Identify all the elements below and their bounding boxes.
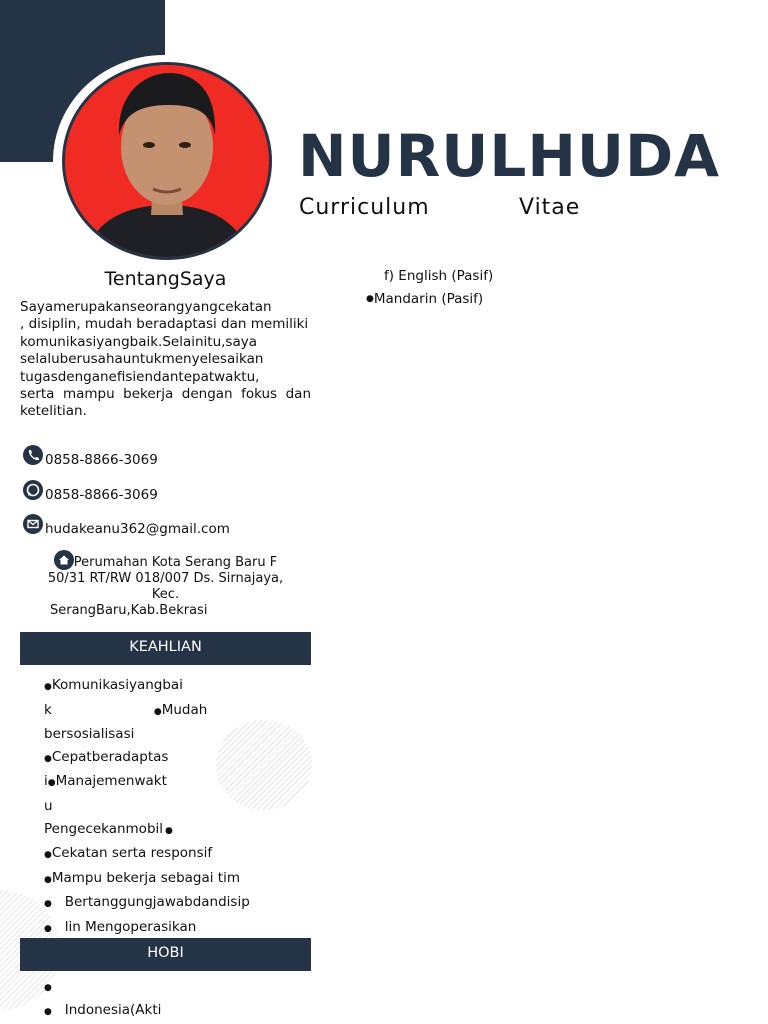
skill-line: Komunikasiyangbai xyxy=(51,677,183,693)
address-line-1: Perumahan Kota Serang Baru F xyxy=(73,555,278,570)
subtitle-curriculum: Curriculum xyxy=(299,195,430,220)
address-block xyxy=(20,550,311,619)
skill-line: Manajemenwakt xyxy=(55,773,167,790)
about-text: Sayamerupakanseorangyangcekatan , disiplin, mudah beradaptasi dan memiliki komunikasiyangbaik.Selainitu,saya selaluberusahauntukmenyelesaikan tugasdenganefisiendantepatwaktu, serta mampu bekerja dengan fokus dan ketelitian. xyxy=(20,299,311,420)
person-silhouette-icon xyxy=(65,65,269,257)
hobby-item: Indonesia(Akti xyxy=(64,1002,162,1018)
contact-email xyxy=(20,521,230,537)
skill-line: Pengecekanmobil xyxy=(44,820,164,837)
skills-header-bar: KEAHLIAN xyxy=(20,632,311,665)
skill-line: Mampu bekerja sebagai tim xyxy=(51,869,240,886)
candidate-name: NURULHUDA xyxy=(298,122,721,190)
skills-list: ●Komunikasiyangbai k ●Mudah bersosialisasi ●Cepatberadaptas i●Manajemenwakt u Pengecekanmobil ● ●Cekatan serta responsif ●Mampu bekerja sebagai tim ● Bertanggungjawabdandisip ● lin Mengoperasikan xyxy=(44,674,289,963)
contact-phone xyxy=(20,452,158,468)
skill-line: Cepatberadaptas xyxy=(51,748,169,765)
email-value: hudakeanu362@gmail.com xyxy=(45,521,230,537)
contact-whatsapp xyxy=(20,487,158,503)
address-line-2: 50/31 RT/RW 018/007 Ds. Sirnajaya, xyxy=(47,571,284,586)
whatsapp-icon xyxy=(23,480,43,500)
home-icon xyxy=(54,550,74,570)
whatsapp-value: 0858-8866-3069 xyxy=(45,487,158,503)
phone-value: 0858-8866-3069 xyxy=(45,452,158,468)
skill-line: k xyxy=(44,701,52,718)
about-title: TentangSaya xyxy=(104,268,227,290)
hobbies-header-bar: HOBI xyxy=(20,938,311,971)
hobbies-list: ● ● Indonesia(Akti xyxy=(44,983,162,1018)
skill-line: bersosialisasi xyxy=(44,726,135,743)
address-line-4: SerangBaru,Kab.Bekrasi xyxy=(50,603,208,618)
skill-line: i xyxy=(44,773,48,790)
phone-icon xyxy=(23,445,43,465)
skill-line: u xyxy=(44,797,53,814)
language-mandarin-row: ●Mandarin (Pasif) xyxy=(366,291,484,307)
language-english: f) English (Pasif) xyxy=(384,268,494,284)
skill-line: Mudah xyxy=(161,701,208,718)
skill-line: Bertanggungjawabdandisip xyxy=(64,894,250,911)
subtitle-vitae: Vitae xyxy=(519,195,581,220)
skill-line: Cekatan serta responsif xyxy=(51,845,213,862)
skill-line: lin Mengoperasikan xyxy=(64,918,197,935)
profile-photo xyxy=(62,62,272,260)
language-mandarin: Mandarin (Pasif) xyxy=(373,291,484,307)
address-line-3: Kec. xyxy=(151,587,180,602)
mail-icon xyxy=(23,514,43,534)
